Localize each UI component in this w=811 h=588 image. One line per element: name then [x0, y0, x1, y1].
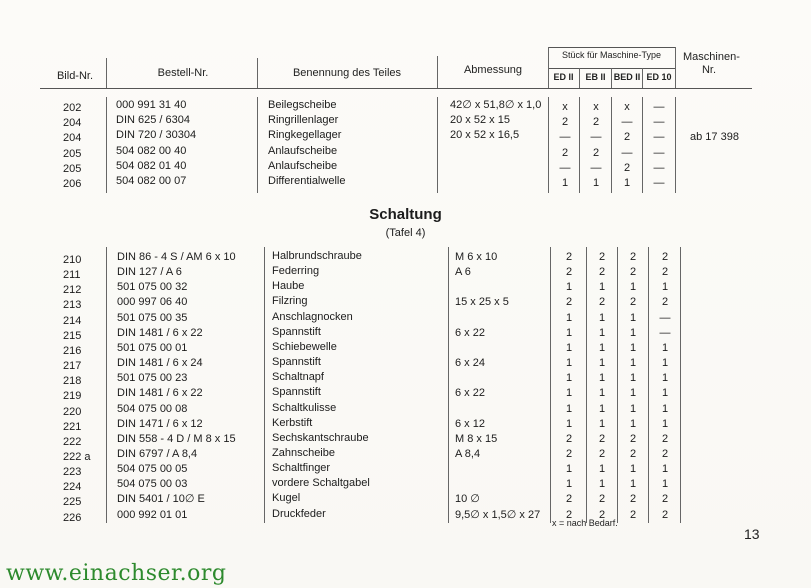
row-abmessung: 6 x 22: [455, 387, 485, 399]
row-quantity: 1: [629, 463, 637, 475]
row-quantity: 2: [565, 509, 573, 521]
column-divider: [257, 97, 258, 193]
row-abmessung: M 8 x 15: [455, 433, 498, 445]
header-divider: [642, 68, 643, 88]
row-quantity: 1: [565, 372, 573, 384]
row-bestell-nr: 501 075 00 01: [117, 342, 188, 354]
row-quantity: 2: [565, 448, 573, 460]
row-quantity: 1: [565, 357, 573, 369]
row-bild-nr: 222: [63, 436, 82, 448]
row-quantity: 1: [598, 312, 606, 324]
row-quantity: 2: [598, 296, 606, 308]
row-quantity: 1: [629, 312, 637, 324]
header-type-0: ED II: [553, 72, 574, 82]
row-quantity: 1: [598, 387, 606, 399]
row-bestell-nr: 501 075 00 35: [117, 312, 188, 324]
header-type-1: EB II: [585, 72, 606, 82]
row-benennung: Anlaufscheibe: [268, 160, 338, 172]
row-benennung: Federring: [272, 265, 320, 277]
row-quantity: 1: [598, 478, 606, 490]
row-quantity: 1: [565, 281, 573, 293]
row-bestell-nr: DIN 720 / 30304: [116, 129, 197, 141]
row-abmessung: 42∅ x 51,8∅ x 1,0: [450, 99, 542, 111]
row-bild-nr: 225: [63, 496, 82, 508]
row-bild-nr: 214: [63, 315, 82, 327]
column-divider: [548, 97, 549, 193]
row-quantity: 1: [565, 463, 573, 475]
row-quantity: —: [559, 162, 571, 174]
row-quantity: 1: [629, 387, 637, 399]
row-quantity: 2: [661, 296, 669, 308]
header-bestell-nr: Bestell-Nr.: [157, 67, 209, 79]
row-bestell-nr: DIN 1481 / 6 x 24: [117, 357, 203, 369]
row-quantity: 2: [661, 509, 669, 521]
row-quantity: 1: [661, 403, 669, 415]
row-abmessung: 6 x 12: [455, 418, 485, 430]
column-divider: [264, 247, 265, 523]
row-quantity: 2: [598, 509, 606, 521]
row-quantity: 1: [565, 312, 573, 324]
header-divider: [579, 68, 580, 88]
row-bestell-nr: 504 082 00 07: [116, 175, 187, 187]
row-quantity: 2: [565, 296, 573, 308]
row-benennung: Ringkegellager: [268, 129, 342, 141]
column-divider: [550, 247, 551, 523]
column-divider: [579, 97, 580, 193]
row-quantity: 2: [661, 266, 669, 278]
row-bestell-nr: 000 991 31 40: [116, 99, 187, 111]
row-bild-nr: 204: [63, 117, 82, 129]
row-quantity: 1: [598, 372, 606, 384]
row-quantity: 1: [565, 478, 573, 490]
row-bestell-nr: 504 082 00 40: [116, 145, 187, 157]
footnote: x = nach Bedarf.: [552, 518, 618, 528]
header-divider: [437, 56, 438, 88]
row-benennung: Beilegscheibe: [268, 99, 337, 111]
row-quantity: 2: [598, 433, 606, 445]
header-benennung: Benennung des Teiles: [292, 67, 402, 79]
row-bild-nr: 219: [63, 390, 82, 402]
row-bild-nr: 226: [63, 512, 82, 524]
row-bestell-nr: DIN 625 / 6304: [116, 114, 190, 126]
row-quantity: 1: [565, 327, 573, 339]
row-benennung: Kugel: [272, 492, 301, 504]
row-benennung: Schaltkulisse: [272, 402, 337, 414]
row-quantity: 1: [565, 403, 573, 415]
row-abmessung: 6 x 22: [455, 327, 485, 339]
row-benennung: Haube: [272, 280, 305, 292]
row-quantity: 1: [565, 387, 573, 399]
column-divider: [648, 247, 649, 523]
row-quantity: —: [653, 131, 665, 143]
row-bild-nr: 216: [63, 345, 82, 357]
header-bild-nr: Bild-Nr.: [56, 70, 94, 82]
row-quantity: 2: [623, 162, 631, 174]
row-quantity: 2: [598, 251, 606, 263]
row-quantity: 1: [629, 478, 637, 490]
column-divider: [642, 97, 643, 193]
row-bild-nr: 218: [63, 375, 82, 387]
row-benennung: Schaltfinger: [272, 462, 331, 474]
row-benennung: Spannstift: [272, 386, 321, 398]
row-quantity: 1: [629, 403, 637, 415]
row-quantity: 2: [598, 493, 606, 505]
row-benennung: Zahnscheibe: [272, 447, 335, 459]
row-quantity: 1: [661, 478, 669, 490]
row-bild-nr: 221: [63, 421, 82, 433]
column-divider: [675, 97, 676, 193]
row-abmessung: 15 x 25 x 5: [455, 296, 509, 308]
row-benennung: vordere Schaltgabel: [272, 477, 370, 489]
row-bild-nr: 220: [63, 406, 82, 418]
row-quantity: —: [590, 131, 602, 143]
row-abmessung: 6 x 24: [455, 357, 485, 369]
row-quantity: 2: [629, 433, 637, 445]
row-quantity: —: [590, 162, 602, 174]
row-bestell-nr: DIN 558 - 4 D / M 8 x 15: [117, 433, 236, 445]
row-bild-nr: 205: [63, 163, 82, 175]
row-bild-nr: 217: [63, 360, 82, 372]
row-quantity: x: [624, 101, 630, 113]
row-quantity: —: [659, 327, 671, 339]
header-divider: [106, 58, 107, 88]
row-benennung: Sechskantschraube: [272, 432, 369, 444]
row-quantity: 2: [565, 493, 573, 505]
watermark-url: www.einachser.org: [6, 561, 227, 586]
row-quantity: 2: [598, 448, 606, 460]
row-benennung: Anschlagnocken: [272, 311, 353, 323]
column-divider: [106, 247, 107, 523]
column-divider: [586, 247, 587, 523]
row-quantity: 2: [661, 251, 669, 263]
row-quantity: 1: [598, 418, 606, 430]
row-quantity: 1: [565, 418, 573, 430]
row-abmessung: A 8,4: [455, 448, 481, 460]
row-quantity: 1: [629, 281, 637, 293]
row-bestell-nr: DIN 1471 / 6 x 12: [117, 418, 203, 430]
row-benennung: Schaltnapf: [272, 371, 324, 383]
row-quantity: 1: [661, 357, 669, 369]
row-quantity: x: [562, 101, 568, 113]
row-quantity: 2: [623, 131, 631, 143]
row-quantity: 1: [623, 177, 631, 189]
page-number: 13: [744, 526, 760, 542]
header-type-2: BED II: [613, 72, 641, 82]
row-abmessung: 9,5∅ x 1,5∅ x 27: [455, 509, 541, 521]
row-quantity: —: [559, 131, 571, 143]
row-quantity: 2: [561, 147, 569, 159]
row-quantity: 2: [598, 266, 606, 278]
row-benennung: Ringrillenlager: [268, 114, 339, 126]
row-quantity: —: [653, 147, 665, 159]
row-quantity: 2: [561, 116, 569, 128]
row-quantity: 2: [629, 251, 637, 263]
row-bild-nr: 211: [63, 269, 81, 281]
header-stueck: Stück für Maschine-Type: [561, 50, 662, 60]
row-quantity: 2: [661, 493, 669, 505]
row-quantity: 1: [598, 281, 606, 293]
row-quantity: 1: [629, 342, 637, 354]
row-quantity: 2: [629, 266, 637, 278]
row-abmessung: 10 ∅: [455, 493, 480, 505]
row-bild-nr: 215: [63, 330, 82, 342]
row-quantity: 2: [629, 509, 637, 521]
row-abmessung: M 6 x 10: [455, 251, 498, 263]
row-quantity: —: [621, 147, 633, 159]
row-bestell-nr: 504 075 00 08: [117, 403, 188, 415]
row-quantity: 1: [598, 327, 606, 339]
row-bild-nr: 204: [63, 132, 82, 144]
column-divider: [617, 247, 618, 523]
row-quantity: 2: [661, 448, 669, 460]
row-bestell-nr: 000 992 01 01: [117, 509, 188, 521]
row-bild-nr: 212: [63, 284, 82, 296]
row-benennung: Filzring: [272, 295, 308, 307]
row-quantity: 2: [629, 296, 637, 308]
row-bestell-nr: DIN 127 / A 6: [117, 266, 182, 278]
row-quantity: 1: [598, 403, 606, 415]
header-type-3: ED 10: [646, 72, 672, 82]
row-quantity: 2: [565, 433, 573, 445]
column-divider: [611, 97, 612, 193]
row-benennung: Schiebewelle: [272, 341, 337, 353]
row-quantity: 2: [565, 266, 573, 278]
row-bestell-nr: DIN 5401 / 10∅ E: [117, 493, 205, 505]
column-divider: [106, 97, 107, 193]
row-quantity: 2: [629, 448, 637, 460]
row-bild-nr: 206: [63, 178, 82, 190]
row-quantity: 1: [661, 372, 669, 384]
row-bestell-nr: 000 997 06 40: [117, 296, 188, 308]
row-quantity: 1: [561, 177, 569, 189]
header-abmessung: Abmessung: [463, 64, 523, 76]
row-quantity: —: [621, 116, 633, 128]
row-quantity: 2: [592, 147, 600, 159]
header-divider: [675, 47, 676, 88]
row-quantity: 1: [598, 342, 606, 354]
row-quantity: 1: [565, 342, 573, 354]
row-quantity: 1: [661, 342, 669, 354]
row-bestell-nr: 504 075 00 05: [117, 463, 188, 475]
row-quantity: 2: [629, 493, 637, 505]
row-quantity: 2: [661, 433, 669, 445]
header-divider: [548, 47, 549, 88]
row-bestell-nr: 501 075 00 32: [117, 281, 188, 293]
row-bild-nr: 213: [63, 299, 82, 311]
row-quantity: —: [659, 312, 671, 324]
column-divider: [448, 247, 449, 523]
row-quantity: x: [593, 101, 599, 113]
column-divider: [680, 247, 681, 523]
header-divider: [611, 68, 612, 88]
row-bild-nr: 224: [63, 481, 82, 493]
row-bestell-nr: DIN 6797 / A 8,4: [117, 448, 198, 460]
row-bild-nr: 202: [63, 102, 82, 114]
row-bestell-nr: DIN 1481 / 6 x 22: [117, 327, 203, 339]
row-quantity: 1: [629, 372, 637, 384]
row-benennung: Differentialwelle: [268, 175, 346, 187]
row-bild-nr: 210: [63, 254, 82, 266]
row-maschinen-nr: ab 17 398: [690, 131, 739, 143]
row-quantity: 1: [661, 387, 669, 399]
row-abmessung: A 6: [455, 266, 471, 278]
header-maschinen-nr: Maschinen-Nr.: [683, 51, 740, 76]
row-quantity: 1: [629, 327, 637, 339]
row-quantity: 1: [661, 418, 669, 430]
row-quantity: 1: [629, 357, 637, 369]
row-quantity: 2: [592, 116, 600, 128]
row-bestell-nr: DIN 86 - 4 S / AM 6 x 10: [117, 251, 236, 263]
row-benennung: Anlaufscheibe: [268, 145, 338, 157]
header-bottom-rule: [40, 88, 752, 89]
row-bild-nr: 205: [63, 148, 82, 160]
section-subtitle: (Tafel 4): [385, 227, 426, 239]
row-quantity: —: [653, 116, 665, 128]
row-bestell-nr: 501 075 00 23: [117, 372, 188, 384]
column-divider: [437, 97, 438, 193]
row-bild-nr: 222 a: [63, 451, 91, 463]
row-benennung: Halbrundschraube: [272, 250, 362, 262]
row-quantity: 1: [661, 281, 669, 293]
header-divider: [257, 58, 258, 88]
row-benennung: Spannstift: [272, 326, 321, 338]
row-quantity: —: [653, 101, 665, 113]
row-quantity: —: [653, 162, 665, 174]
row-benennung: Spannstift: [272, 356, 321, 368]
header-top-rule: [548, 47, 675, 48]
row-abmessung: 20 x 52 x 15: [450, 114, 510, 126]
row-quantity: 1: [592, 177, 600, 189]
row-bestell-nr: DIN 1481 / 6 x 22: [117, 387, 203, 399]
row-bestell-nr: 504 082 01 40: [116, 160, 187, 172]
row-quantity: 1: [598, 357, 606, 369]
section-title: Schaltung: [369, 206, 442, 223]
row-bestell-nr: 504 075 00 03: [117, 478, 188, 490]
row-quantity: 1: [598, 463, 606, 475]
row-quantity: —: [653, 177, 665, 189]
row-bild-nr: 223: [63, 466, 82, 478]
row-quantity: 1: [629, 418, 637, 430]
row-benennung: Druckfeder: [272, 508, 326, 520]
row-abmessung: 20 x 52 x 16,5: [450, 129, 520, 141]
row-benennung: Kerbstift: [272, 417, 313, 429]
row-quantity: 1: [661, 463, 669, 475]
row-quantity: 2: [565, 251, 573, 263]
